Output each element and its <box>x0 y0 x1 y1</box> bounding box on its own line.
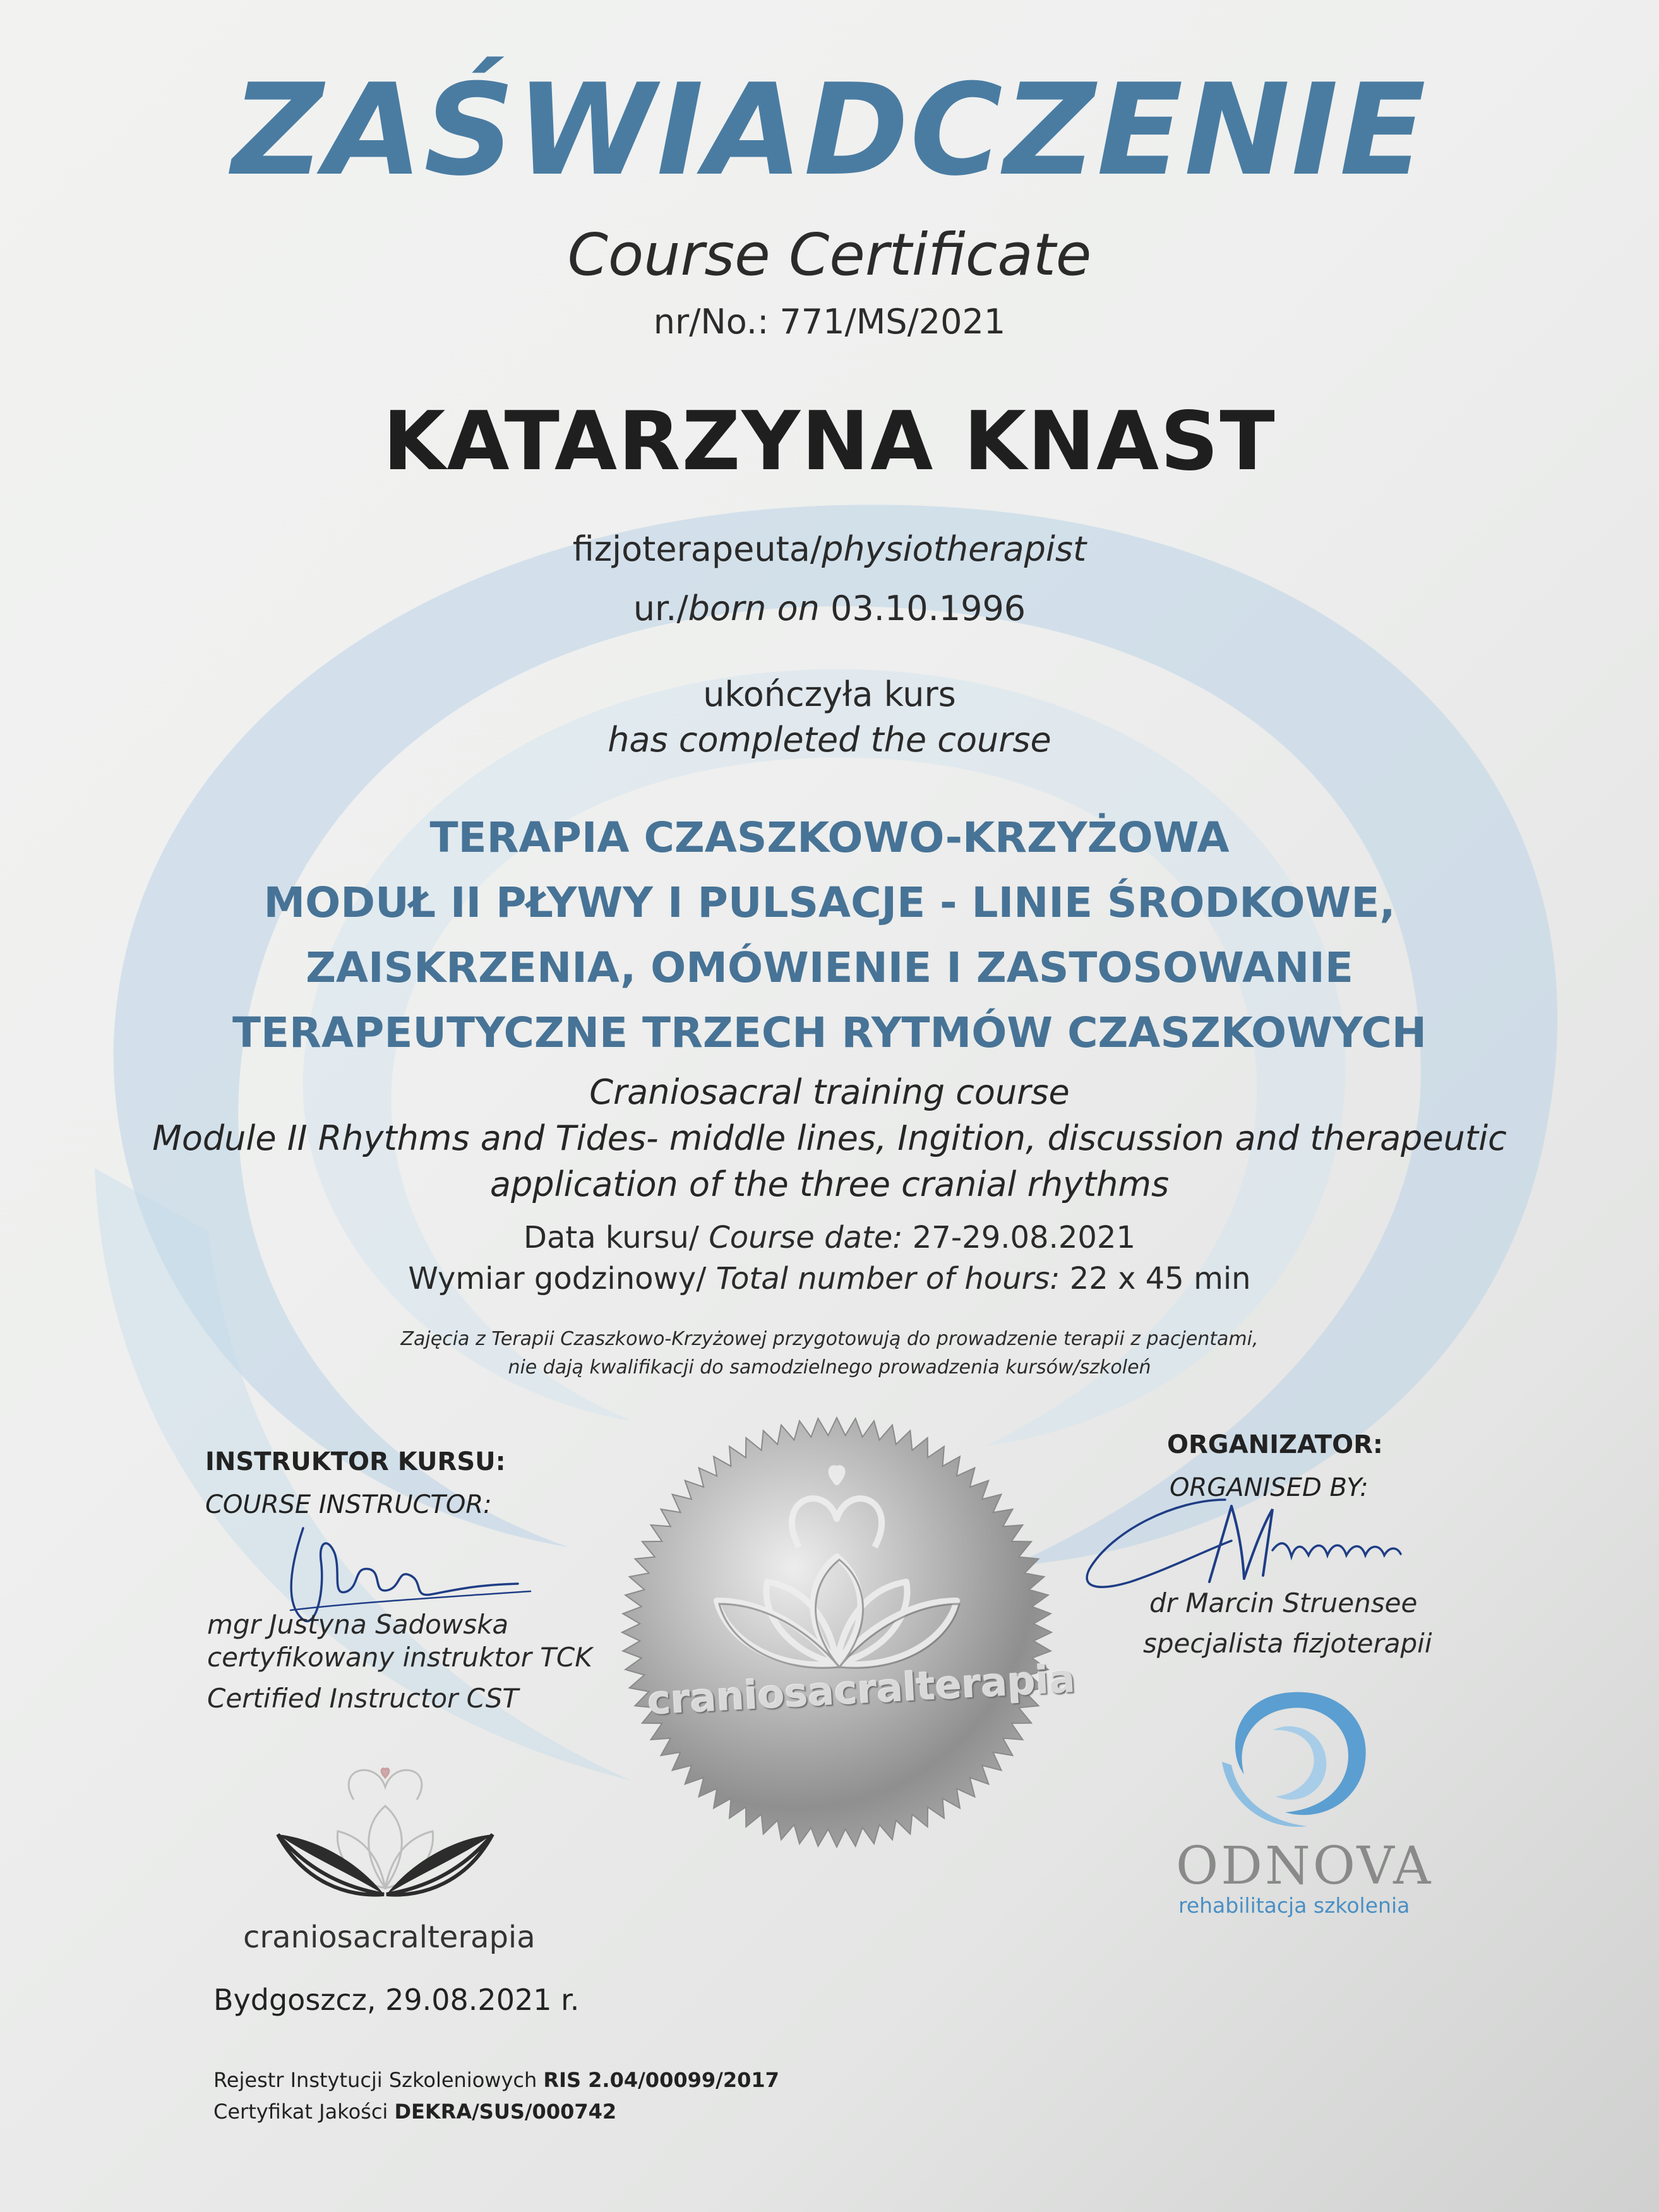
organizer-title: specjalista fizjoterapii <box>1143 1628 1432 1659</box>
profession-en: physiotherapist <box>822 529 1087 569</box>
course-title-pl-line: ZAISKRZENIA, OMÓWIENIE I ZASTOSOWANIE <box>306 943 1353 992</box>
certificate-number <box>0 302 1659 342</box>
course-date <box>0 1220 1659 1255</box>
course-hours <box>0 1261 1659 1296</box>
recipient-name: KATARZYNA KNAST <box>383 395 1276 489</box>
registry-label: Rejestr Instytucji Szkoleniowych <box>213 2068 537 2092</box>
instructor-label-pl: INSTRUKTOR KURSU: <box>205 1447 506 1476</box>
course-title-pl-line: MODUŁ II PŁYWY I PULSACJE - LINIE ŚRODKOWE, <box>263 878 1396 927</box>
date-label-en: Course date: <box>709 1220 903 1255</box>
instructor-title-en: Certified Instructor CST <box>207 1683 519 1714</box>
organizer-label-pl: ORGANIZATOR: <box>1167 1430 1383 1459</box>
registry-line <box>213 2068 779 2092</box>
completion-pl: ukończyła kurs <box>703 674 956 714</box>
place-and-date: Bydgoszcz, 29.08.2021 r. <box>213 1983 580 2017</box>
number-value: 771/MS/2021 <box>779 302 1006 342</box>
course-title-en-line: Craniosacral training course <box>589 1072 1070 1112</box>
course-title-pl-line: TERAPEUTYCZNE TRZECH RYTMÓW CZASZKOWYCH <box>232 1008 1427 1057</box>
hours-value: 22 x 45 min <box>1069 1261 1251 1296</box>
quality-label: Certyfikat Jakości <box>213 2100 388 2124</box>
quality-line <box>213 2100 616 2124</box>
organizer-name: dr Marcin Struensee <box>1149 1587 1418 1618</box>
recipient-profession <box>0 529 1659 569</box>
instructor-label-en: COURSE INSTRUCTOR: <box>205 1490 492 1519</box>
course-details <box>0 805 1659 1207</box>
quality-value: DEKRA/SUS/000742 <box>394 2100 617 2124</box>
date-label-pl: Data kursu/ <box>524 1220 699 1255</box>
registry-value: RIS 2.04/00099/2017 <box>543 2068 779 2092</box>
course-title-pl-line: TERAPIA CZASZKOWO-KRZYŻOWA <box>429 813 1230 862</box>
course-title-en-line: Module II Rhythms and Tides- middle lines, Ingition, discussion and therapeutic <box>152 1118 1507 1158</box>
seal-text: craniosacralterapia <box>646 1655 1077 1724</box>
completion-en: has completed the course <box>608 720 1051 760</box>
born-label-pl: ur./ <box>633 589 688 628</box>
date-value: 27-29.08.2021 <box>912 1220 1135 1255</box>
number-label: nr/No.: <box>653 302 769 342</box>
recipient-birth <box>0 589 1659 628</box>
instructor-title-pl: certyfikowany instruktor TCK <box>207 1642 592 1673</box>
certificate-subtitle: Course Certificate <box>567 221 1092 289</box>
course-note-line: Zajęcia z Terapii Czaszkowo-Krzyżowej przygotowują do prowadzenie terapii z pacjentami, <box>400 1328 1259 1350</box>
left-logo-text: craniosacralterapia <box>243 1920 536 1955</box>
odnova-wordmark: ODNOVA <box>1176 1836 1434 1896</box>
course-title-en-line: application of the three cranial rhythms <box>489 1164 1170 1204</box>
lotus-logo-icon <box>272 1762 499 1913</box>
instructor-name: mgr Justyna Sadowska <box>207 1609 509 1640</box>
course-note-line: nie dają kwalifikacji do samodzielnego prowadzenia kursów/szkoleń <box>508 1356 1151 1378</box>
born-date: 03.10.1996 <box>830 589 1026 628</box>
organizer-label-en: ORGANISED BY: <box>1170 1473 1369 1502</box>
odnova-tagline: rehabilitacja szkolenia <box>1178 1893 1410 1918</box>
hours-label-pl: Wymiar godzinowy/ <box>408 1261 707 1296</box>
hours-label-en: Total number of hours: <box>716 1261 1060 1296</box>
born-label-en: born on <box>688 589 820 628</box>
silver-seal <box>616 1411 1077 1853</box>
odnova-logo-icon <box>1197 1680 1386 1838</box>
certificate-title: ZAŚWIADCZENIE <box>232 57 1427 204</box>
profession-pl: fizjoterapeuta/ <box>572 529 822 569</box>
